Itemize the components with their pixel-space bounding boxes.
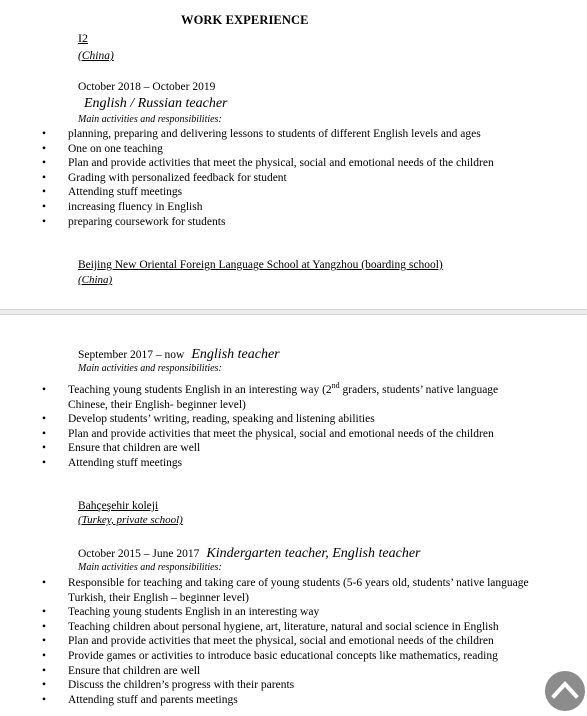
job2-role: English teacher: [191, 347, 280, 362]
job1-location: (China): [78, 50, 114, 62]
job2-responsibilities-label: Main activities and responsibilities:: [78, 363, 222, 374]
job3-dates: October 2015 – June 2017: [78, 548, 200, 560]
list-item: • Teaching young students English in an interesting way: [0, 605, 538, 620]
section-heading: WORK EXPERIENCE: [181, 13, 309, 27]
list-item: • Attending stuff meetings: [0, 185, 538, 200]
list-item: • planning, preparing and delivering lessons to students of different English levels and ages: [0, 127, 538, 142]
job3-header-line: [78, 544, 420, 562]
job1-organization: I2: [78, 31, 88, 45]
job2-dates: September 2017 – now: [78, 349, 185, 361]
list-item: • Plan and provide activities that meet the physical, social and emotional needs of the children: [0, 156, 538, 171]
duty-text: graders, students’ native language Chinese, their English- beginner level): [68, 384, 499, 411]
job1-dates: October 2018 – October 2019: [78, 81, 216, 93]
list-item: • Develop students’ writing, reading, speaking and listening abilities: [0, 412, 538, 427]
superscript: nd: [331, 381, 340, 391]
list-item: • One on one teaching: [0, 142, 538, 157]
list-item: • Plan and provide activities that meet the physical, social and emotional needs of the children: [0, 427, 538, 442]
job2-location: (China): [78, 274, 113, 286]
list-item: • Attending stuff and parents meetings: [0, 693, 538, 708]
list-item: • Responsible for teaching and taking care of young students (5-6 years old, students’ native language Turkish, their English – beginner level): [0, 576, 538, 605]
list-item: • preparing coursework for students: [0, 215, 538, 230]
list-item: • Discuss the children’s progress with their parents: [0, 678, 538, 693]
list-item: • Plan and provide activities that meet the physical, social and emotional needs of the children: [0, 634, 538, 649]
job1-duty-list: [0, 127, 587, 229]
duty-text: Teaching young students English in an interesting way (2: [68, 384, 332, 396]
job2-organization: Beijing New Oriental Foreign Language School at Yangzhou (boarding school): [78, 259, 443, 271]
list-item: • Ensure that children are well: [0, 664, 538, 679]
job2-duty-list: [0, 383, 587, 471]
list-item: • increasing fluency in English: [0, 200, 538, 215]
job3-role: Kindergarten teacher, English teacher: [206, 546, 421, 561]
job2-header-line: [78, 345, 280, 363]
job3-responsibilities-label: Main activities and responsibilities:: [78, 562, 222, 573]
job3-duty-list: [0, 576, 587, 707]
list-item: • Attending stuff meetings: [0, 456, 538, 471]
list-item: • Teaching children about personal hygiene, art, literature, natural and social science in English: [0, 620, 538, 635]
list-item: • Ensure that children are well: [0, 441, 538, 456]
job3-location: (Turkey, private school): [78, 514, 183, 526]
page-break: [0, 309, 587, 316]
chevron-up-icon: [545, 671, 585, 711]
job1-responsibilities-label: Main activities and responsibilities:: [78, 114, 222, 125]
list-item: • Grading with personalized feedback for student: [0, 171, 538, 186]
job3-organization: Bahçeşehir koleji: [78, 500, 159, 512]
job1-role: English / Russian teacher: [84, 96, 228, 111]
list-item: [0, 383, 538, 412]
list-item: • Provide games or activities to introduce basic educational concepts like mathematics, reading: [0, 649, 538, 664]
scroll-to-top-button[interactable]: [545, 671, 585, 711]
